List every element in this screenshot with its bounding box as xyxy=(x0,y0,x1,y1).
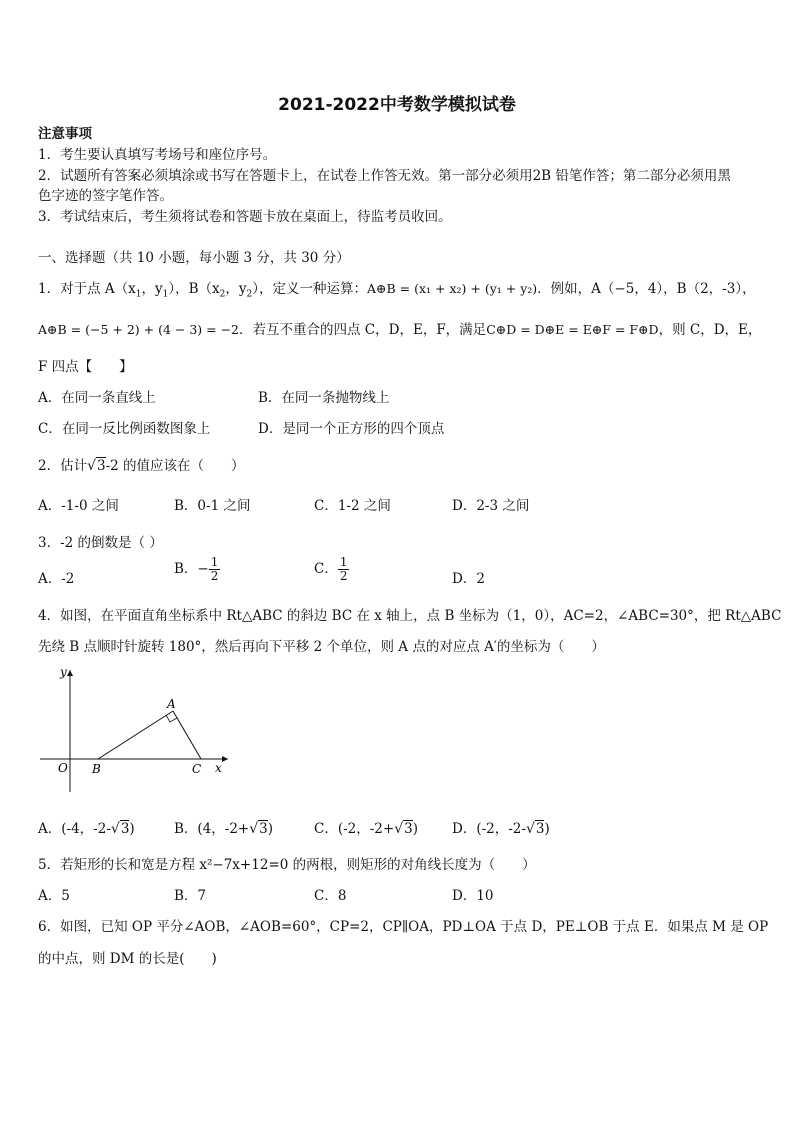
q4-line2: 先绕 B 点顺时针旋转 180°，然后再向下平移 2 个单位，则 A 点的对应点 A′的坐标为（ ） xyxy=(38,639,605,655)
q2-option-a: A．-1-0 之间 xyxy=(38,498,119,514)
q1-option-b: B．在同一条抛物线上 xyxy=(258,390,390,406)
q5-option-c: C．8 xyxy=(314,888,347,904)
q3-stem: 3．-2 的倒数是（ ） xyxy=(38,535,163,551)
label-y: y xyxy=(60,665,67,679)
q3-option-b: B．− $\frac{1}{2}$ xyxy=(174,555,219,583)
note-item: 2．试题所有答案必须填涂或书写在答题卡上，在试卷上作答无效。第一部分必须用2B 铅笔作答；第二部分必须用黑 xyxy=(38,168,731,184)
q1-line1: 1．对于点 $A(x_1$，$y_1$），$B(x_2$，$y_2$），定义一种运算：A⊕B = (x₁ + x₂) + (y₁ + y₂)．例如，A（−5，4），B（2，-3）， xyxy=(38,281,756,300)
q2-option-c: C．1-2 之间 xyxy=(314,498,391,514)
q3-option-c: C． $\frac{1}{2}$ xyxy=(314,555,348,583)
note-item: 色字迹的签字笔作答。 xyxy=(38,188,173,204)
q1-option-d: D．是同一个正方形的四个顶点 xyxy=(258,421,445,437)
q2-stem: 2．估计√3-2 的值应该在（ ） xyxy=(38,458,245,474)
x-axis-arrow xyxy=(222,756,228,762)
triangle-figure xyxy=(30,660,240,800)
page-title: 2021-2022中考数学模拟试卷 xyxy=(278,95,516,115)
y-axis-arrow xyxy=(67,670,73,676)
label-o: O xyxy=(58,761,68,775)
q1-option-c: C．在同一反比例函数图象上 xyxy=(38,421,211,437)
q1-line2: A⊕B = (−5 + 2) + (4 − 3) = −2．若互不重合的四点 C，D，E，F，满足C⊕D = D⊕E = E⊕F = F⊕D，则 C，D，E， xyxy=(38,322,762,338)
side-ac xyxy=(173,711,201,759)
label-x: x xyxy=(215,761,222,775)
section-heading: 一、选择题（共 10 小题，每小题 3 分，共 30 分） xyxy=(38,250,350,266)
q3-option-a: A．-2 xyxy=(38,571,75,587)
label-c: C xyxy=(192,762,202,776)
q6-line1: 6．如图，已知 OP 平分∠AOB，∠AOB=60°，CP=2，CP∥OA，PD⊥OA 于点 D，PE⊥OB 于点 E．如果点 M 是 OP xyxy=(38,919,769,935)
q5-option-d: D．10 xyxy=(452,888,494,904)
q6-line2: 的中点，则 DM 的长是( ) xyxy=(38,951,217,967)
q1-option-a: A．在同一条直线上 xyxy=(38,390,156,406)
q3-option-d: D．2 xyxy=(452,571,485,587)
q4-option-b: B．(4，-2+√3) xyxy=(174,821,274,837)
q2-option-d: D．2-3 之间 xyxy=(452,498,530,514)
notes-heading: 注意事项 xyxy=(38,126,92,142)
note-item: 1．考生要认真填写考场号和座位序号。 xyxy=(38,147,277,163)
q5-option-b: B．7 xyxy=(174,888,207,904)
side-ab xyxy=(98,711,173,759)
q5-option-a: A．5 xyxy=(38,888,70,904)
q2-option-b: B．0-1 之间 xyxy=(174,498,251,514)
q4-line1: 4．如图，在平面直角坐标系中 Rt△ABC 的斜边 BC 在 x 轴上，点 B 坐标为（1，0），AC=2，∠ABC=30°，把 Rt△ABC xyxy=(38,608,782,624)
label-a: A xyxy=(167,697,176,711)
q4-option-a: A．(-4，-2-√3) xyxy=(38,821,135,837)
q5-stem: 5．若矩形的长和宽是方程 x²−7x+12=0 的两根，则矩形的对角线长度为（ ） xyxy=(38,857,536,873)
q4-option-c: C．(-2，-2+√3) xyxy=(314,821,419,837)
q4-option-d: D．(-2，-2-√3) xyxy=(452,821,550,837)
operation-formula: A⊕B = (x₁ + x₂) + (y₁ + y₂) xyxy=(367,281,538,296)
label-b: B xyxy=(92,762,101,776)
right-angle-mark xyxy=(166,715,177,722)
note-item: 3．考试结束后，考生须将试卷和答题卡放在桌面上，待监考员收回。 xyxy=(38,209,452,225)
q1-line3: F 四点【 】 xyxy=(38,359,133,375)
